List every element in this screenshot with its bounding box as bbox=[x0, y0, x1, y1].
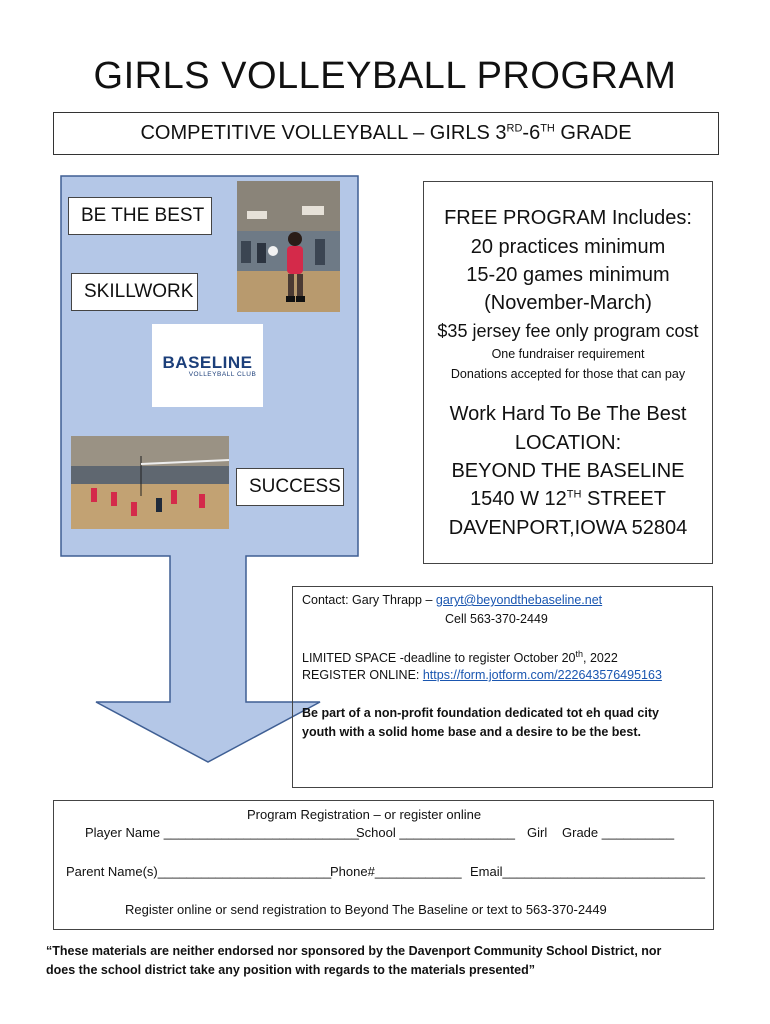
registration-form bbox=[53, 800, 714, 930]
logo-title: BASELINE bbox=[162, 353, 253, 372]
parent-name-field: Parent Name(s)________________________ bbox=[66, 864, 332, 879]
baseline-logo bbox=[152, 324, 263, 407]
disclaimer-line-2: does the school district take any position with regards to the materials presented” bbox=[46, 963, 536, 977]
register-online-line: REGISTER ONLINE: https://form.jotform.com/222643576495163 bbox=[302, 668, 662, 682]
school-field: School ________________ bbox=[356, 825, 516, 840]
volleyball-player-photo bbox=[237, 181, 340, 312]
page-title: GIRLS VOLLEYBALL PROGRAM bbox=[93, 55, 677, 97]
gym-game-photo bbox=[71, 436, 229, 529]
subtitle-text: COMPETITIVE VOLLEYBALL – GIRLS 3RD-6TH GRADE bbox=[140, 122, 632, 144]
gym-game-image bbox=[71, 436, 229, 529]
contact-line: Contact: Gary Thrapp – garyt@beyondthebaseline.net bbox=[302, 593, 603, 607]
info-practices: 20 practices minimum bbox=[470, 236, 666, 258]
phone-field: Phone#____________ bbox=[330, 864, 462, 879]
deadline-line: LIMITED SPACE -deadline to register October 20th, 2022 bbox=[302, 649, 618, 666]
program-info-box bbox=[423, 181, 713, 564]
disclaimer bbox=[46, 942, 736, 980]
mission-line-2: youth with a solid home base and a desire to be the best. bbox=[302, 725, 641, 739]
mission-line-1: Be part of a non-profit foundation dedicated tot eh quad city bbox=[302, 706, 659, 720]
contact-box bbox=[292, 586, 713, 788]
info-season: (November-March) bbox=[484, 292, 652, 314]
info-venue: BEYOND THE BASELINE bbox=[451, 460, 685, 482]
info-fee: $35 jersey fee only program cost bbox=[437, 321, 699, 341]
volleyball-player-image bbox=[237, 181, 340, 312]
info-location-label: LOCATION: bbox=[514, 432, 622, 454]
contact-cell: Cell 563-370-2449 bbox=[445, 612, 548, 626]
grade-field: Grade __________ bbox=[562, 825, 675, 840]
contact-email-link[interactable]: garyt@beyondthebaseline.net bbox=[435, 593, 603, 607]
register-url-link[interactable]: https://form.jotform.com/222643576495163 bbox=[422, 668, 662, 682]
player-name-field: Player Name ___________________________ bbox=[85, 825, 359, 840]
girl-label: Girl bbox=[527, 825, 548, 840]
info-heading: FREE PROGRAM Includes: bbox=[444, 207, 692, 229]
label-skillwork: SKILLWORK bbox=[71, 273, 198, 311]
info-street: 1540 W 12TH STREET bbox=[470, 488, 666, 510]
disclaimer-line-1: “These materials are neither endorsed nor sponsored by the Davenport Community School District, nor bbox=[46, 944, 662, 958]
label-be-the-best: BE THE BEST bbox=[68, 197, 212, 235]
email-field: Email____________________________ bbox=[470, 864, 705, 879]
registration-footer: Register online or send registration to Beyond The Baseline or text to 563-370-2449 bbox=[125, 902, 607, 917]
info-donations: Donations accepted for those that can pay bbox=[450, 367, 686, 381]
logo-subtitle: VOLLEYBALL CLUB bbox=[188, 371, 257, 378]
info-fundraiser: One fundraiser requirement bbox=[491, 347, 645, 361]
info-city: DAVENPORT,IOWA 52804 bbox=[448, 517, 688, 539]
label-success: SUCCESS bbox=[236, 468, 344, 506]
registration-heading: Program Registration – or register online bbox=[247, 807, 482, 822]
info-motto: Work Hard To Be The Best bbox=[449, 403, 687, 425]
info-games: 15-20 games minimum bbox=[466, 264, 670, 286]
